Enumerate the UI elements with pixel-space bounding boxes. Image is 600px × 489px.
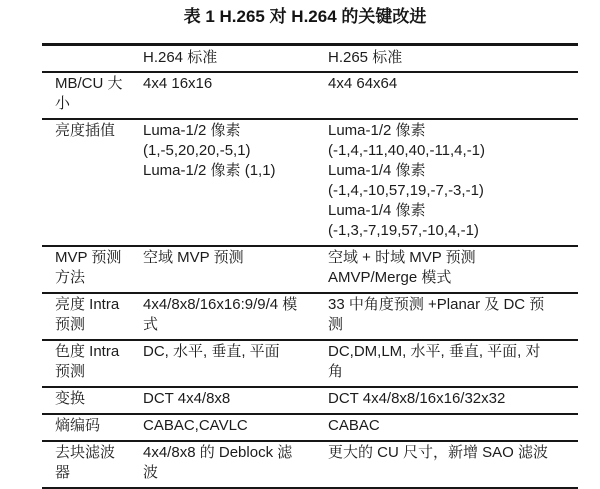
table-row <box>42 72 578 119</box>
cell-line: DCT 4x4/8x8/16x16/32x32 <box>328 390 506 407</box>
table-row <box>42 246 578 293</box>
table-row <box>42 441 578 488</box>
header-cell-feature <box>42 45 139 73</box>
table-row <box>42 387 578 414</box>
table-row <box>42 119 578 246</box>
cell-line: Luma-1/4 像素 (-1,4,-10,57,19,-7,-3,-1) <box>328 162 484 199</box>
h265-cell <box>324 340 578 387</box>
row-label-cell <box>42 414 139 441</box>
cell-line: 色度 Intra 预测 <box>55 343 120 380</box>
cell-line: CABAC <box>328 417 380 434</box>
row-label-cell <box>42 387 139 414</box>
row-label-cell <box>42 119 139 246</box>
cell-line: MB/CU 大小 <box>55 75 123 112</box>
cell-line: 空域 MVP 预测 <box>143 249 244 266</box>
h264-cell <box>139 119 324 246</box>
table-row <box>42 293 578 340</box>
h265-cell <box>324 441 578 488</box>
cell-line: DCT 4x4/8x8 <box>143 390 231 407</box>
h265-cell <box>324 387 578 414</box>
table-body <box>42 72 578 488</box>
row-label-cell <box>42 246 139 293</box>
row-label-cell <box>42 72 139 119</box>
table-row <box>42 340 578 387</box>
cell-line: Luma-1/2 像素 (1,-5,20,20,-5,1) <box>143 122 251 159</box>
table-row <box>42 414 578 441</box>
h264-cell <box>139 340 324 387</box>
h265-cell <box>324 414 578 441</box>
cell-line: 亮度 Intra 预测 <box>55 296 120 333</box>
h265-cell <box>324 246 578 293</box>
cell-line: MVP 预测方法 <box>55 249 122 286</box>
cell-line: 变换 <box>55 390 86 407</box>
h265-cell <box>324 119 578 246</box>
row-label-cell <box>42 340 139 387</box>
h265-cell <box>324 72 578 119</box>
header-cell-h265: H.265 标准 <box>328 49 403 66</box>
cell-line: DC, 水平, 垂直, 平面 <box>143 343 280 360</box>
h264-cell <box>139 441 324 488</box>
cell-line: 4x4 16x16 <box>143 75 213 92</box>
cell-line: 更大的 CU 尺寸，新增 SAO 滤波 <box>328 444 549 461</box>
cell-line: CABAC,CAVLC <box>143 417 248 434</box>
cell-line: 4x4/8x8 的 Deblock 滤波 <box>143 444 293 481</box>
cell-line: 去块滤波器 <box>55 444 116 481</box>
cell-line: 熵编码 <box>55 417 101 434</box>
cell-line: 33 中角度预测 +Planar 及 DC 预测 <box>328 296 545 333</box>
table-header-row <box>42 45 578 73</box>
h264-cell <box>139 414 324 441</box>
cell-line: AMVP/Merge 模式 <box>328 269 452 286</box>
cell-line: Luma-1/2 像素 (-1,4,-11,40,40,-11,4,-1) <box>328 122 486 159</box>
row-label-cell <box>42 441 139 488</box>
row-label-cell <box>42 293 139 340</box>
cell-line: 4x4 64x64 <box>328 75 398 92</box>
header-cell-h264: H.264 标准 <box>143 49 218 66</box>
cell-line: DC,DM,LM, 水平, 垂直, 平面, 对角 <box>328 343 541 380</box>
h264-cell <box>139 293 324 340</box>
cell-line: 亮度插值 <box>55 122 116 139</box>
cell-line: 空域 + 时域 MVP 预测 <box>328 249 476 266</box>
document-page <box>0 7 600 489</box>
h264-cell <box>139 246 324 293</box>
codec-comparison-table <box>42 43 578 489</box>
h264-cell <box>139 72 324 119</box>
cell-line: Luma-1/4 像素 (-1,3,-7,19,57,-10,4,-1) <box>328 202 479 239</box>
table-title: 表 1 H.265 对 H.264 的关键改进 <box>183 7 427 26</box>
h265-cell <box>324 293 578 340</box>
h264-cell <box>139 387 324 414</box>
cell-line: 4x4/8x8/16x16:9/9/4 模式 <box>143 296 298 333</box>
cell-line: Luma-1/2 像素 (1,1) <box>143 162 276 179</box>
